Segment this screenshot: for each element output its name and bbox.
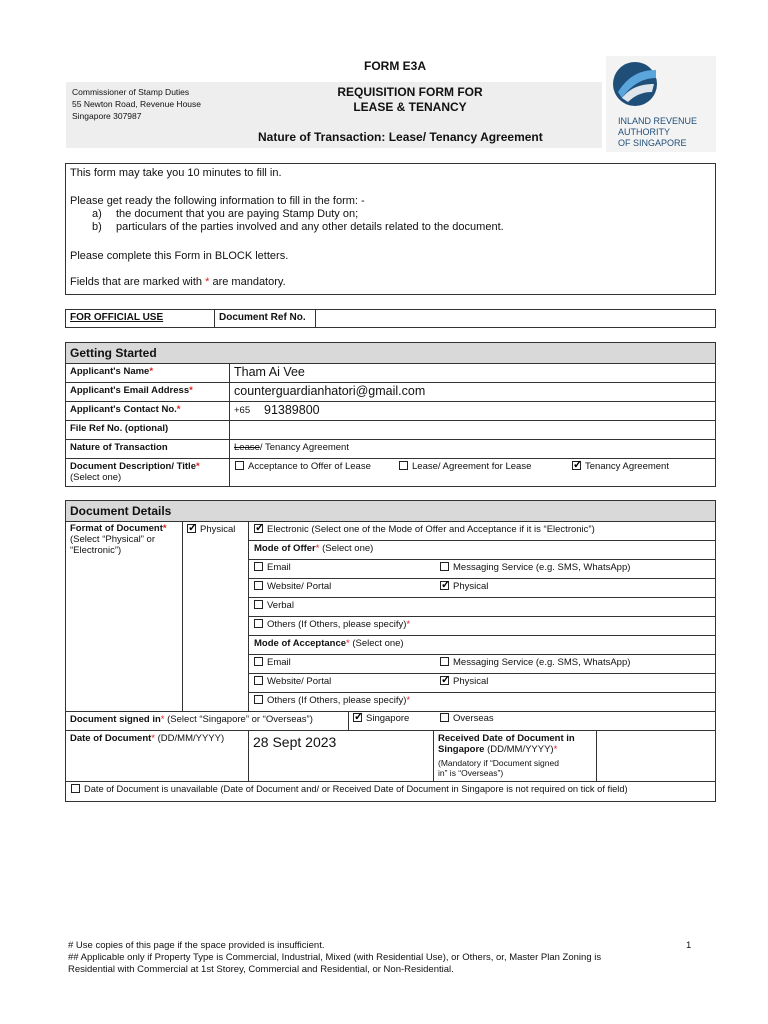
acceptance-label: Mode of Acceptance* (Select one): [254, 638, 404, 649]
acc-physical[interactable]: [440, 676, 488, 687]
recv-note2: in” is “Overseas”): [438, 768, 504, 778]
file-ref-label: File Ref No. (optional): [70, 423, 169, 434]
applicant-contact-label: Applicant's Contact No.*: [70, 404, 181, 415]
checkbox-tenancy[interactable]: [572, 461, 581, 470]
document-details-heading: Document Details: [66, 501, 715, 521]
file-ref-field[interactable]: [234, 422, 704, 437]
acc-others-label: Others (If Others, please specify): [267, 695, 407, 706]
intro-line2: Please get ready the following information to fill in the form: -: [70, 195, 365, 207]
form-title-line2: LEASE & TENANCY: [353, 100, 467, 114]
offer-website[interactable]: [254, 581, 331, 592]
received-date-field[interactable]: [601, 733, 711, 777]
logo-line1: INLAND REVENUE: [618, 116, 698, 126]
official-use-label: FOR OFFICIAL USE: [70, 312, 164, 323]
signed-overseas-label: Overseas: [453, 713, 494, 724]
intro-item-b-marker: b): [92, 221, 102, 233]
intro-line4: [70, 276, 286, 288]
iras-logo-text: [618, 116, 697, 149]
applicant-email-label-text: Applicant's Email Address: [70, 385, 190, 396]
signed-singapore[interactable]: [353, 713, 409, 724]
offer-email[interactable]: [254, 562, 291, 573]
getting-started-section: [65, 342, 716, 487]
checkbox-offer-messaging[interactable]: [440, 562, 449, 571]
offer-verbal[interactable]: [254, 600, 294, 611]
official-use-row: [65, 309, 716, 328]
checkbox-acceptance[interactable]: [235, 461, 244, 470]
offer-website-label: Website/ Portal: [267, 581, 332, 592]
applicant-email-field[interactable]: counterguardianhatori@gmail.com: [234, 384, 426, 398]
form-title: [290, 85, 530, 115]
acc-email-label: Email: [267, 657, 291, 668]
intro-line4-post: are mandatory.: [212, 276, 286, 288]
intro-line1: This form may take you 10 minutes to fill in.: [70, 167, 282, 179]
form-title-line1: REQUISITION FORM FOR: [337, 85, 483, 99]
recv-label2: Singapore: [438, 744, 485, 755]
address-line2: 55 Newton Road, Revenue House: [72, 99, 201, 109]
desc-option-acceptance-label: Acceptance to Offer of Lease: [248, 461, 371, 472]
iras-emblem-icon: [608, 58, 664, 112]
desc-option-tenancy[interactable]: [572, 461, 669, 472]
acceptance-sub: (Select one): [352, 638, 404, 649]
commissioner-address: [72, 86, 201, 122]
checkbox-offer-email[interactable]: [254, 562, 263, 571]
checkbox-format-electronic[interactable]: [254, 524, 263, 533]
applicant-email-label: Applicant's Email Address*: [70, 385, 193, 396]
acc-messaging-label: Messaging Service (e.g. SMS, WhatsApp): [453, 657, 631, 668]
offer-label-text: Mode of Offer: [254, 543, 316, 554]
checkbox-offer-physical[interactable]: [440, 581, 449, 590]
footer-notes: [68, 940, 708, 976]
acc-others[interactable]: Others (If Others, please specify)*: [254, 695, 410, 706]
intro-line4-pre: Fields that are marked with: [70, 276, 203, 288]
signed-in-sub: (Select “Singapore” or “Overseas”): [167, 714, 313, 725]
format-physical-label: Physical: [200, 524, 236, 535]
format-label-text: Format of Document: [70, 523, 163, 534]
iras-logo: [606, 56, 716, 152]
checkbox-format-physical[interactable]: [187, 524, 196, 533]
document-details-section: [65, 500, 716, 802]
footer-note2a: ## Applicable only if Property Type is Commercial, Industrial, Mixed (with Residential Use), or Others, or, Master Plan Zoning is: [68, 952, 602, 963]
address-line1: Commissioner of Stamp Duties: [72, 87, 190, 97]
logo-line3: OF SINGAPORE: [618, 138, 687, 148]
address-line3: Singapore 307987: [72, 111, 142, 121]
checkbox-offer-others[interactable]: [254, 619, 263, 628]
applicant-name-field[interactable]: Tham Ai Vee: [234, 365, 305, 379]
offer-verbal-label: Verbal: [267, 600, 294, 611]
checkbox-overseas[interactable]: [440, 713, 449, 722]
signed-in-label: Document signed in* (Select “Singapore” or “Overseas”): [70, 714, 313, 725]
signed-overseas[interactable]: [440, 713, 494, 724]
format-electronic[interactable]: [254, 524, 595, 535]
offer-others[interactable]: Others (If Others, please specify)*: [254, 619, 410, 630]
nature-label: Nature of Transaction: [70, 442, 168, 453]
intro-item-b: particulars of the parties involved and any other details related to the document.: [116, 221, 504, 233]
acc-physical-label: Physical: [453, 676, 489, 687]
date-format: (DD/MM/YYYY): [157, 733, 225, 744]
format-electronic-label: Electronic (Select one of the Mode of Offer and Acceptance if it is “Electronic”): [267, 524, 595, 535]
doc-desc-sub: (Select one): [70, 472, 122, 483]
checkbox-acc-email[interactable]: [254, 657, 263, 666]
desc-option-acceptance[interactable]: [235, 461, 371, 472]
format-label: Format of Document* (Select “Physical” or “Electronic”): [70, 523, 167, 556]
acceptance-label-text: Mode of Acceptance: [254, 638, 347, 649]
date-label: Date of Document* (DD/MM/YYYY): [70, 733, 225, 744]
signed-in-label-text: Document signed in: [70, 714, 161, 725]
offer-physical[interactable]: [440, 581, 488, 592]
nature-heading: Nature of Transaction: Lease/ Tenancy Agreement: [258, 130, 543, 144]
offer-email-label: Email: [267, 562, 291, 573]
checkbox-singapore[interactable]: [353, 713, 362, 722]
desc-option-lease-label: Lease/ Agreement for Lease: [412, 461, 532, 472]
desc-option-tenancy-label: Tenancy Agreement: [585, 461, 669, 472]
intro-item-a: the document that you are paying Stamp Duty on;: [116, 208, 359, 220]
nature-value: [234, 442, 349, 453]
applicant-contact-field[interactable]: 91389800: [264, 403, 320, 417]
doc-ref-label: Document Ref No.: [219, 312, 306, 323]
format-sub2: “Electronic”): [70, 545, 122, 556]
logo-line2: AUTHORITY: [618, 127, 671, 137]
offer-messaging-label: Messaging Service (e.g. SMS, WhatsApp): [453, 562, 631, 573]
checkbox-offer-verbal[interactable]: [254, 600, 263, 609]
format-sub1: (Select “Physical” or: [70, 534, 155, 545]
doc-desc-label-text: Document Description/ Title: [70, 461, 196, 472]
getting-started-heading: Getting Started: [66, 343, 715, 363]
recv-label1: Received Date of Document in: [438, 733, 575, 744]
checkbox-lease[interactable]: [399, 461, 408, 470]
date-label-text: Date of Document: [70, 733, 152, 744]
offer-messaging[interactable]: [440, 562, 630, 573]
doc-ref-field[interactable]: [320, 312, 710, 326]
form-code: FORM E3A: [363, 59, 426, 73]
nature-rest: / Tenancy Agreement: [259, 442, 349, 453]
checkbox-acc-others[interactable]: [254, 695, 263, 704]
page-number: 1: [686, 940, 692, 951]
checkbox-date-unavailable[interactable]: [71, 784, 80, 793]
desc-option-lease[interactable]: [399, 461, 531, 472]
recv-format: (DD/MM/YYYY): [487, 744, 554, 755]
offer-sub: (Select one): [322, 543, 374, 554]
nature-struck: Lease: [234, 442, 260, 453]
acc-website-label: Website/ Portal: [267, 676, 332, 687]
offer-physical-label: Physical: [453, 581, 489, 592]
mandatory-star: *: [205, 276, 210, 288]
intro-line3: Please complete this Form in BLOCK letters.: [70, 250, 289, 262]
footer-note1: # Use copies of this page if the space provided is insufficient.: [68, 940, 325, 951]
checkbox-acc-website[interactable]: [254, 676, 263, 685]
format-physical[interactable]: [187, 524, 235, 535]
offer-label: Mode of Offer* (Select one): [254, 543, 374, 554]
acc-email[interactable]: [254, 657, 291, 668]
applicant-contact-label-text: Applicant's Contact No.: [70, 404, 177, 415]
applicant-name-label: Applicant's Name*: [70, 366, 154, 377]
received-date-label: Received Date of Document in Singapore (DD/MM/YYYY)* (Mandatory if “Document signed in” is “Overseas”): [438, 733, 593, 778]
footer-note2b: Residential with Commercial at 1st Storey, Commercial and Residential, or Non-Residential.: [68, 964, 454, 975]
acc-messaging[interactable]: [440, 657, 630, 668]
applicant-name-label-text: Applicant's Name: [70, 366, 150, 377]
intro-item-a-marker: a): [92, 208, 102, 220]
offer-others-label: Others (If Others, please specify): [267, 619, 407, 630]
checkbox-acc-physical[interactable]: [440, 676, 449, 685]
checkbox-acc-messaging[interactable]: [440, 657, 449, 666]
checkbox-offer-website[interactable]: [254, 581, 263, 590]
date-unavailable[interactable]: [71, 784, 628, 794]
doc-desc-label: Document Description/ Title* (Select one): [70, 461, 200, 483]
date-unavailable-label: Date of Document is unavailable (Date of Document and/ or Received Date of Document in Singapore is not required on tick of field): [84, 784, 628, 794]
recv-note1: (Mandatory if “Document signed: [438, 758, 559, 768]
date-of-document-field[interactable]: 28 Sept 2023: [253, 734, 337, 750]
contact-prefix: +65: [234, 405, 251, 416]
acc-website[interactable]: [254, 676, 331, 687]
intro-box: [65, 163, 716, 295]
signed-singapore-label: Singapore: [366, 713, 410, 724]
